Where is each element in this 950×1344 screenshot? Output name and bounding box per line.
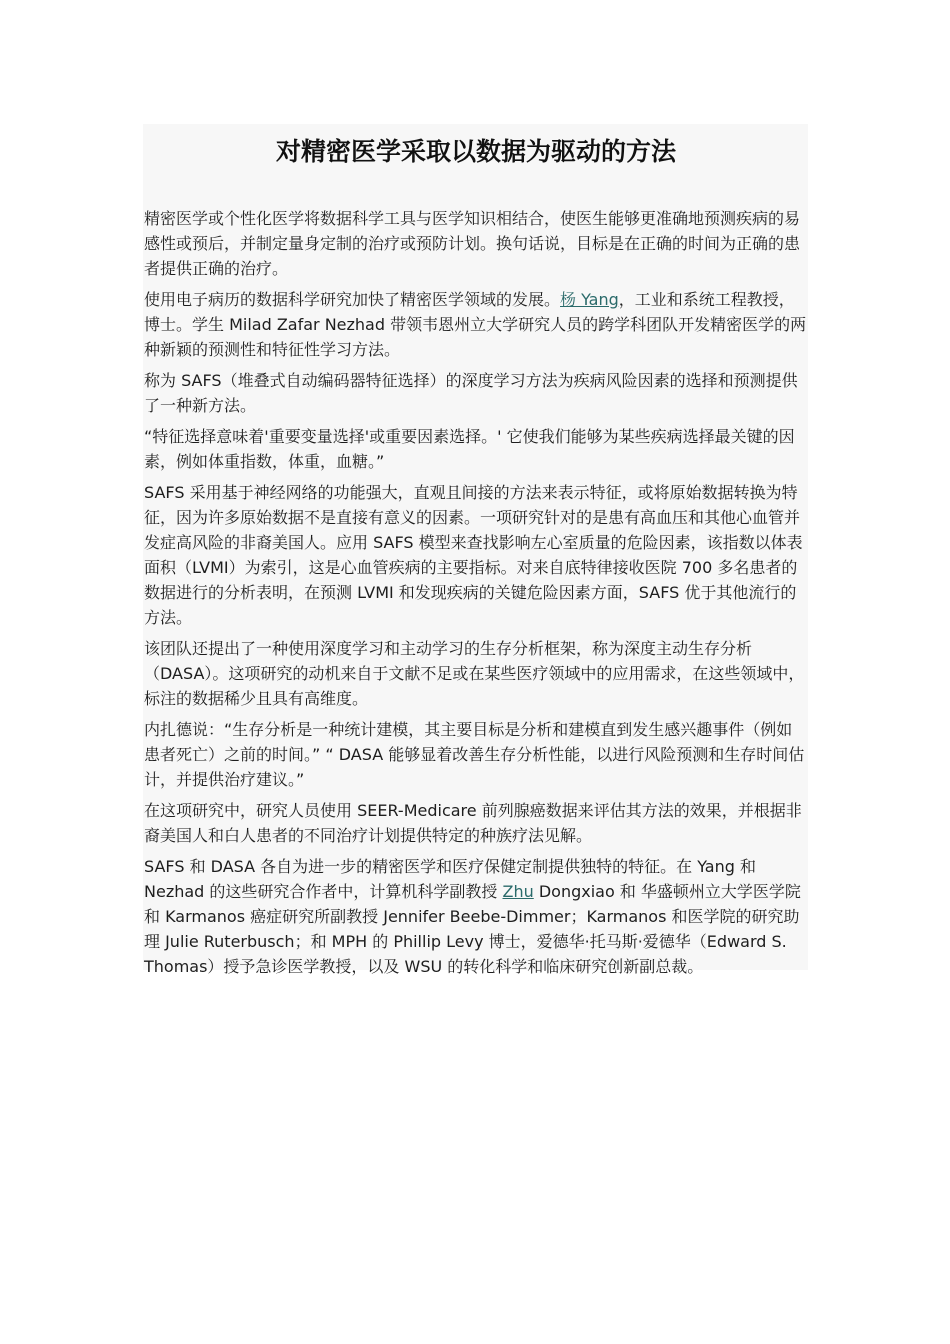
article-body bbox=[144, 206, 808, 979]
paragraph-2-text-b: ，工业和系统工程教授，博士。学生 Milad Zafar Nezhad 带领韦恩州立大学研究人员的跨学科团队开发精密医学的两种新颖的预测性和特征性学习方法。 bbox=[144, 290, 807, 359]
paragraph-8: 在这项研究中，研究人员使用 SEER-Medicare 前列腺癌数据来评估其方法的效果，并根据非裔美国人和白人患者的不同治疗计划提供特定的种族疗法见解。 bbox=[144, 801, 802, 845]
paragraph-2-text-a: 使用电子病历的数据科学研究加快了精密医学领域的发展。 bbox=[144, 290, 561, 309]
paragraph-3: 称为 SAFS（堆叠式自动编码器特征选择）的深度学习方法为疾病风险因素的选择和预测提供了一种新方法。 bbox=[144, 371, 798, 415]
article-title: 对精密医学采取以数据为驱动的方法 bbox=[275, 137, 676, 166]
zhu-link[interactable]: Zhu bbox=[502, 882, 534, 901]
article-container bbox=[143, 124, 808, 976]
yang-link[interactable]: 杨 Yang bbox=[560, 290, 619, 309]
paragraph-4: “特征选择意味着'重要变量选择'或重要因素选择。' 它使我们能够为某些疾病选择最关键的因素，例如体重指数，体重，血糖。” bbox=[144, 427, 795, 471]
paragraph-9-text-b: Dongxiao 和 华盛顿州立大学医学院和 Karmanos 癌症研究所副教授 Jennifer Beebe-Dimmer；Karmanos 和医学院的研究助理 Julie Ruterbusch；和 MPH 的 Phillip Levy 博士，爱德华·托马斯·爱德华（Edward S. Thomas）授予急诊医学教授，以及 WSU 的转化科学和临床研究创新副总裁。 bbox=[144, 882, 801, 976]
paragraph-1: 精密医学或个性化医学将数据科学工具与医学知识相结合，使医生能够更准确地预测疾病的易感性或预后，并制定量身定制的治疗或预防计划。换句话说，目标是在正确的时间为正确的患者提供正确的治疗。 bbox=[144, 209, 801, 278]
paragraph-9-text-a: SAFS 和 DASA 各自为进一步的精密医学和医疗保健定制提供独特的特征。在 Yang 和 Nezhad 的这些研究合作者中，计算机科学副教授 bbox=[144, 857, 756, 901]
paragraph-2 bbox=[144, 287, 808, 362]
paragraph-6: 该团队还提出了一种使用深度学习和主动学习的生存分析框架，称为深度主动生存分析（DASA）。这项研究的动机来自于文献不足或在某些医疗领域中的应用需求，在这些领域中，标注的数据稀少且具有高维度。 bbox=[144, 639, 805, 708]
paragraph-7: 内扎德说：“生存分析是一种统计建模，其主要目标是分析和建模直到发生感兴趣事件（例如患者死亡）之前的时间。” “ DASA 能够显着改善生存分析性能，以进行风险预测和生存时间估计，并提供治疗建议。” bbox=[144, 720, 805, 789]
paragraph-5: SAFS 采用基于神经网络的功能强大，直观且间接的方法来表示特征，或将原始数据转换为特征，因为许多原始数据不是直接有意义的因素。一项研究针对的是患有高血压和其他心血管并发症高风险的非裔美国人。应用 SAFS 模型来查找影响左心室质量的危险因素，该指数以体表面积（LVMI）为索引，这是心血管疾病的主要指标。对来自底特律接收医院 700 多名患者的数据进行的分析表明，在预测 LVMI 和发现疾病的关键危险因素方面，SAFS 优于其他流行的方法。 bbox=[144, 483, 803, 627]
paragraph-9 bbox=[144, 854, 808, 979]
